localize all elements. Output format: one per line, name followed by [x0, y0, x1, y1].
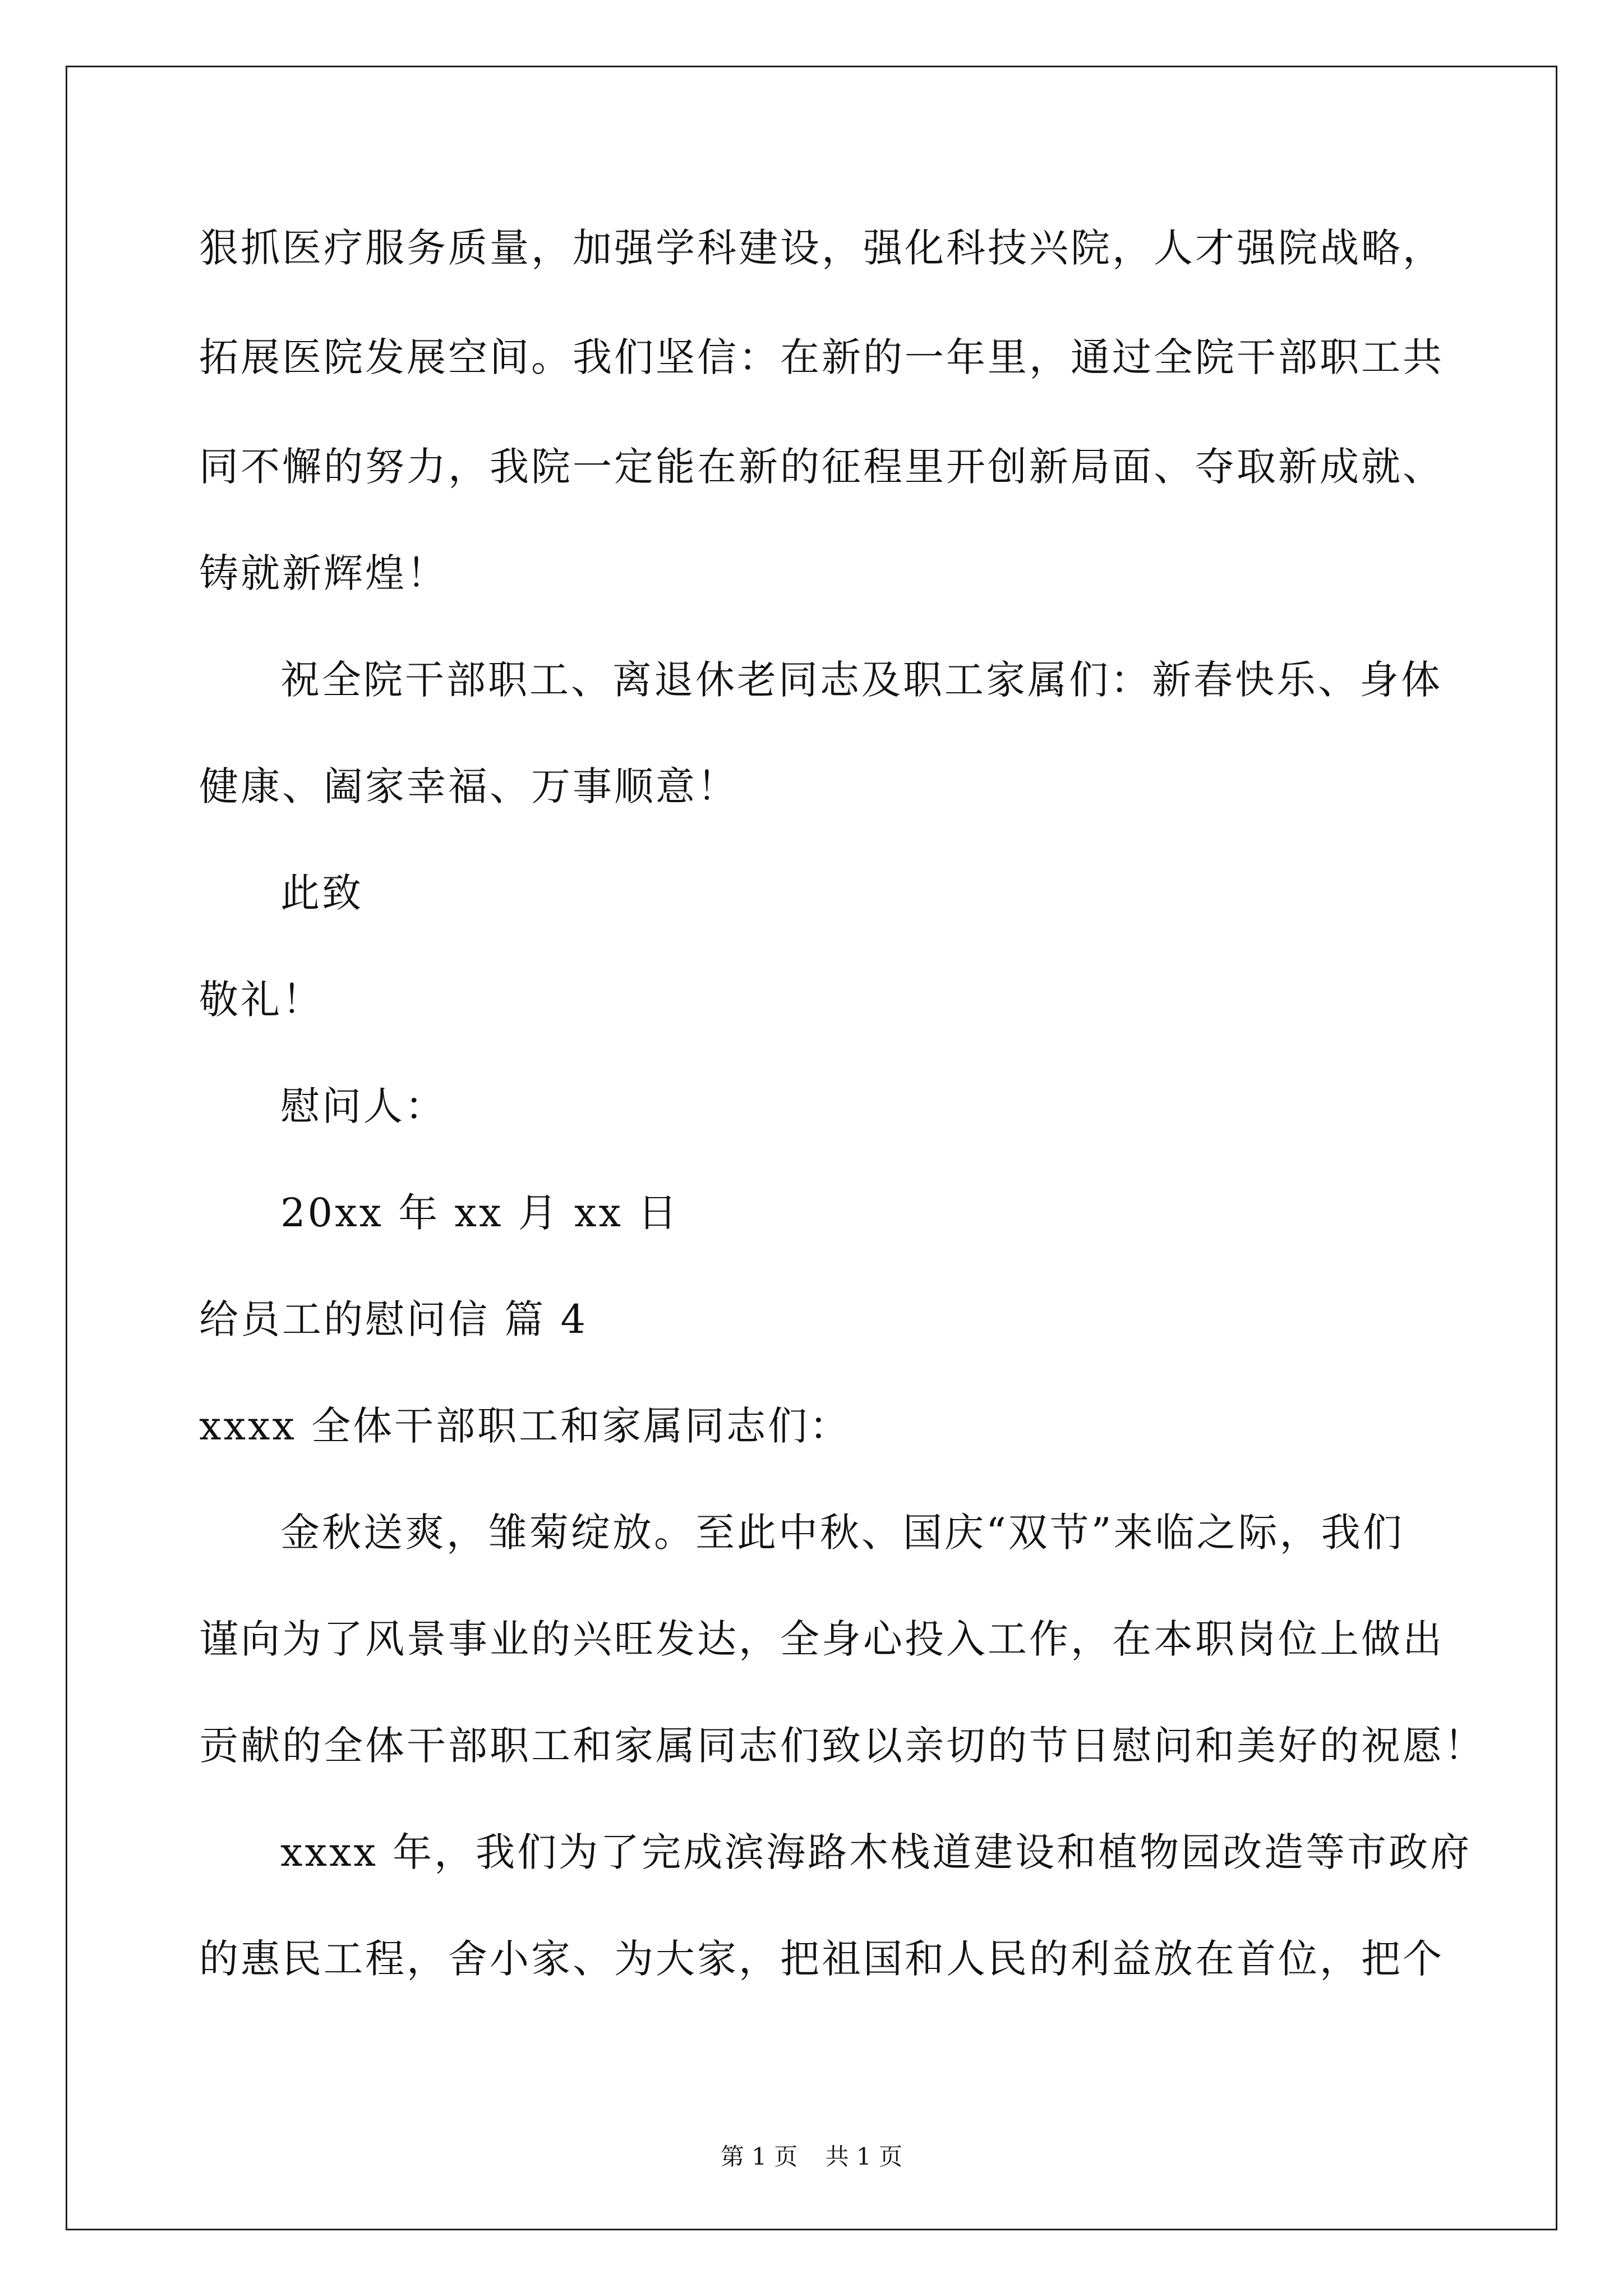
text-line: 祝全院干部职工、离退休老同志及职工家属们：新春快乐、身体 [280, 657, 1442, 703]
page-number-total: 共 1 页 [825, 2143, 903, 2170]
text-line: 的惠民工程，舍小家、为大家，把祖国和人民的利益放在首位，把个 [199, 1936, 1444, 1982]
text-line: 谨向为了风景事业的兴旺发达，全身心投入工作，在本职岗位上做出 [199, 1616, 1444, 1662]
text-line: 金秋送爽，雏菊绽放。至此中秋、国庆“双节”来临之际，我们 [280, 1510, 1404, 1556]
date-line: 20xx 年 xx 月 xx 日 [280, 1190, 680, 1236]
recipient-line: xxxx 全体干部职工和家属同志们： [199, 1403, 851, 1449]
page-border [66, 66, 1557, 2230]
page-footer [0, 2138, 1623, 2172]
closing-phrase: 此致 [280, 870, 363, 916]
text-line: xxxx 年，我们为了完成滨海路木栈道建设和植物园改造等市政府 [280, 1829, 1472, 1875]
salutation: 敬礼！ [199, 977, 324, 1023]
page-number-current: 第 1 页 [720, 2143, 798, 2170]
text-line: 同不懈的努力，我院一定能在新的征程里开创新局面、夺取新成就、 [199, 444, 1444, 490]
section-title: 给员工的慰问信 篇 4 [199, 1296, 588, 1342]
text-line: 铸就新辉煌！ [199, 550, 448, 596]
text-line: 健康、阖家幸福、万事顺意！ [199, 763, 739, 809]
text-line: 拓展医院发展空间。我们坚信：在新的一年里，通过全院干部职工共 [199, 334, 1444, 380]
text-line: 狠抓医疗服务质量，加强学科建设，强化科技兴院，人才强院战略， [199, 225, 1444, 271]
text-line: 贡献的全体干部职工和家属同志们致以亲切的节日慰问和美好的祝愿！ [199, 1723, 1486, 1769]
sender-label: 慰问人： [280, 1083, 446, 1129]
